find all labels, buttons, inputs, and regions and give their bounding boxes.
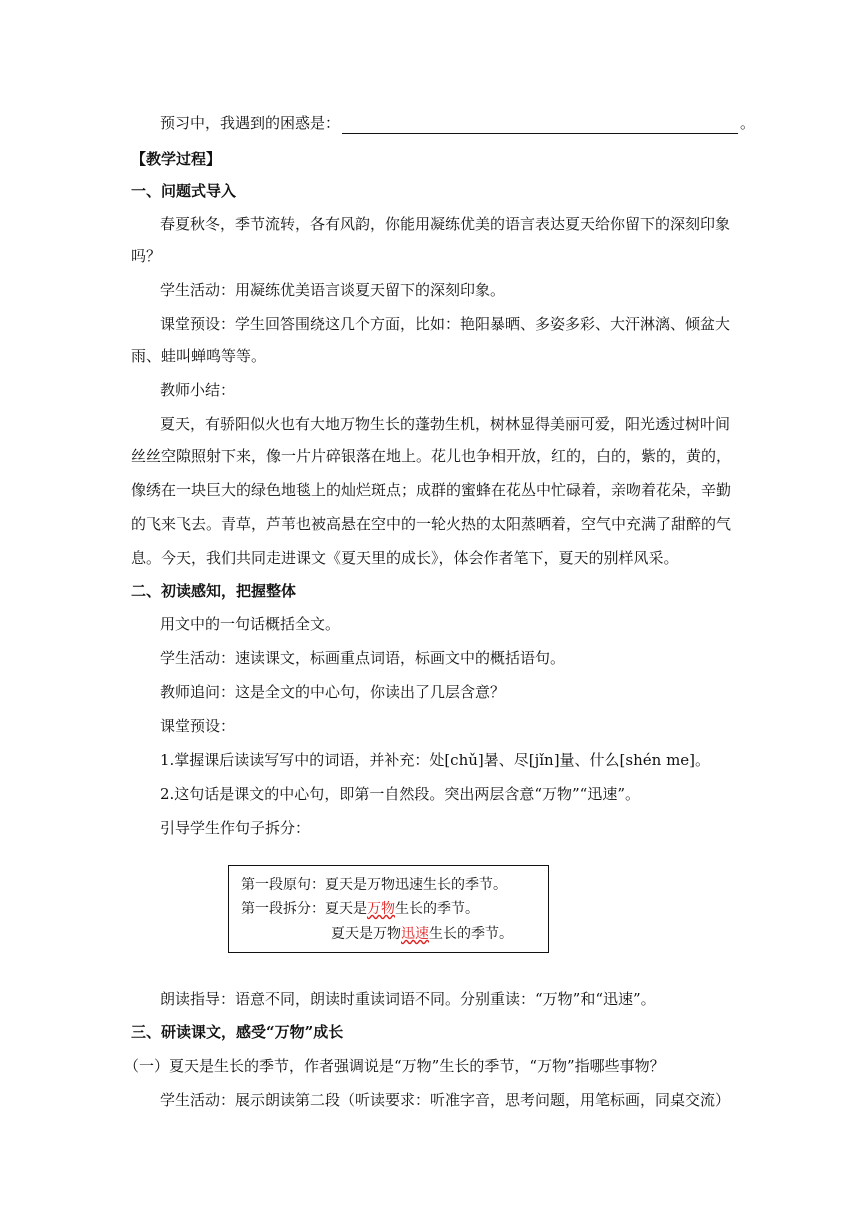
split-1-prefix: 第一段拆分：夏天是 [241, 901, 367, 917]
prep-question-line [160, 112, 755, 134]
sec2-p4: 课堂预设： [160, 717, 236, 735]
sec1-p5-line1: 夏天，有骄阳似火也有大地万物生长的蓬勃生机，树林显得美丽可爱，阳光透过树叶间 [160, 415, 731, 433]
sec3-p1: （一）夏天是生长的季节，作者强调说是“万物”生长的季节，“万物”指哪些事物？ [124, 1057, 665, 1075]
sec1-p1-line1: 春夏秋冬，季节流转，各有风韵，你能用凝练优美的语言表达夏天给你留下的深刻印象 [160, 215, 731, 233]
sec2-p1: 用文中的一句话概括全文。 [160, 615, 341, 633]
sec2-p2: 学生活动：速读课文，标画重点词语，标画文中的概括语句。 [160, 649, 566, 667]
emphasis-xunsu: 迅速 [401, 926, 429, 942]
sec2-p6: 2.这句话是课文的中心句，即第一自然段。突出两层含意“万物”“迅速”。 [160, 785, 640, 803]
teaching-process-heading: 【教学过程】 [131, 150, 222, 168]
sentence-split-box [228, 865, 549, 953]
split-2-suffix: 生长的季节。 [429, 926, 513, 942]
split-sentence-2 [331, 924, 513, 944]
section-3-title: 三、研读课文，感受“万物”成长 [131, 1023, 344, 1041]
sec1-p5-line3: 像绣在一块巨大的绿色地毯上的灿烂斑点；成群的蜜蜂在花丛中忙碌着，亲吻着花朵，辛勤 [131, 481, 732, 499]
sec1-p1-line2: 吗？ [131, 247, 162, 265]
sec1-p2: 学生活动：用凝练优美语言谈夏天留下的深刻印象。 [160, 281, 506, 299]
answer-blank[interactable] [342, 117, 738, 134]
split-1-suffix: 生长的季节。 [395, 901, 479, 917]
sec2-p3: 教师追问：这是全文的中心句，你读出了几层含意？ [160, 683, 506, 701]
sec2-p5: 1.掌握课后读读写写中的词语，并补充：处[chǔ]暑、尽[jǐn]量、什么[shén me]。 [160, 751, 711, 769]
sec1-p5-line4: 的飞来飞去。青草，芦苇也被高悬在空中的一轮火热的太阳蒸晒着，空气中充满了甜醉的气 [131, 515, 732, 533]
split-sentence-1 [241, 899, 479, 919]
sec2-p7: 引导学生作句子拆分： [160, 819, 311, 837]
section-2-title: 二、初读感知，把握整体 [131, 582, 297, 600]
sec1-p5-line2: 丝丝空隙照射下来，像一片片碎银落在地上。花儿也争相开放，红的，白的，紫的，黄的， [131, 447, 732, 465]
prep-end: 。 [740, 114, 756, 132]
sec1-p3-line1: 课堂预设：学生回答围绕这几个方面，比如：艳阳暴晒、多姿多彩、大汗淋漓、倾盆大 [160, 315, 731, 333]
original-sentence: 第一段原句：夏天是万物迅速生长的季节。 [241, 877, 507, 893]
sec1-p5-line5: 息。今天，我们共同走进课文《夏天里的成长》，体会作者笔下，夏天的别样风采。 [131, 549, 679, 567]
emphasis-wanwu: 万物 [367, 901, 395, 917]
split-2-prefix: 夏天是万物 [331, 926, 401, 942]
sec3-p2: 学生活动：展示朗读第二段（听读要求：听准字音，思考问题，用笔标画，同桌交流） [160, 1091, 731, 1109]
sec1-p4: 教师小结： [160, 381, 236, 399]
sec1-p3-line2: 雨、蛙叫蝉鸣等等。 [131, 347, 267, 365]
prep-label: 预习中，我遇到的困惑是： [160, 114, 341, 132]
section-1-title: 一、问题式导入 [131, 182, 237, 200]
sec2-p8: 朗读指导：语意不同，朗读时重读词语不同。分别重读：“万物”和“迅速”。 [160, 990, 656, 1008]
